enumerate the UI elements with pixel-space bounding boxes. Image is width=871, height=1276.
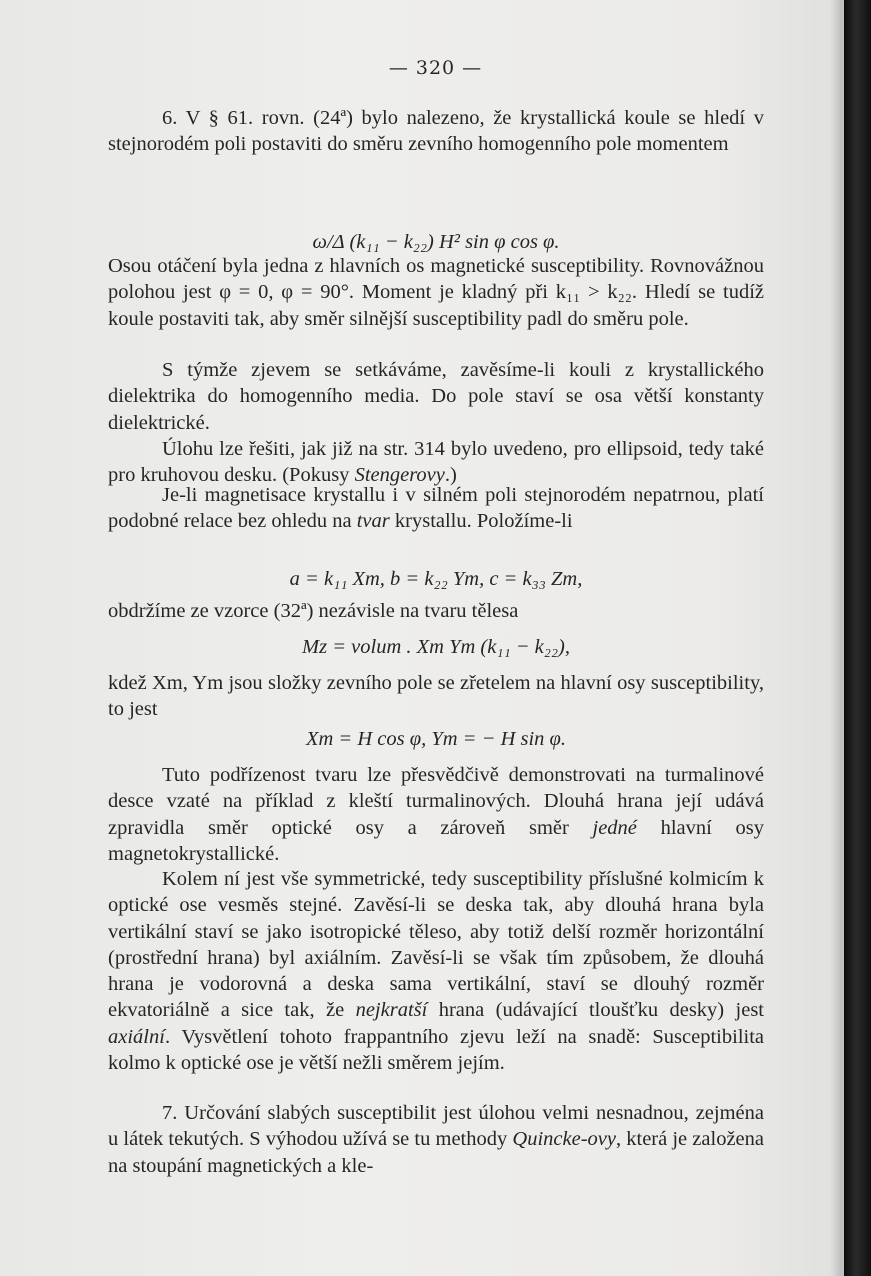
paragraph-formula-ref (108, 598, 764, 624)
paragraph-dielectric (108, 357, 764, 436)
equation-moment-z: Mz = volum . Xm Ym (k₁₁ − k₂₂), (302, 636, 570, 658)
paragraph-text: Osou otáčení byla jedna z hlavních os magnetické susceptibility. Rovnovážnou polohou jest φ = 0, φ = 90°. Moment je kladný při k₁₁ > k₂₂. Hledí se tudíž koule postaviti tak, aby směr silnější susceptibility padl do směru pole. (108, 255, 764, 330)
paragraph-field-components (108, 670, 764, 723)
author-name: Quincke-ovy (512, 1128, 616, 1151)
emphasis-axialni: axiální (108, 1025, 165, 1048)
paragraph-rotation-axis (108, 253, 764, 332)
author-name: Stengerovy (354, 464, 445, 487)
paragraph-text: obdržíme ze vzorce (32ª) nezávisle na tvaru tělesa (108, 600, 519, 622)
paragraph-text: kdež Xm, Ym jsou složky zevního pole se zřetelem na hlavní osy susceptibility, to jest (108, 672, 764, 721)
equation-moment: ω/Δ (k₁₁ − k₂₂) H² sin φ cos φ. (312, 231, 560, 253)
page-edge-shadow (830, 0, 844, 1276)
book-spine (844, 0, 871, 1276)
emphasis-tvar: tvar (356, 510, 390, 533)
paragraph-text: S týmže zjevem se setkáváme, zavěsíme-li kouli z krystallického dielektrika do homogenního media. Do pole staví se osa větší konstanty dielektrické. (108, 359, 764, 434)
paragraph-symmetry: Kolem ní jest vše symmetrické, tedy susceptibility příslušné kolmicím k optické ose vesměs stejné. Zavěsí-li se deska tak, aby dlouhá hrana byla vertikální staví se jako isotropické těleso, aby totiž delší rozměr horizontální (prostřední hrana) byl axiálním. Zavěsí-li se však tím způsobem, že dlouhá hrana je vodorovná a deska sama vertikální, staví se dlouhý rozměr ekvatoriálně a sice tak, že nejkratší hrana (udávající tloušťku desky) jest axiální. Vysvětlení tohoto frappantního zjevu leží na snadě: Susceptibilita kolmo k optické ose je větší nežli směrem jejím. (108, 868, 764, 1075)
equation-components: a = k₁₁ Xm, b = k₂₂ Ym, c = k₃₃ Zm, (289, 568, 583, 590)
paragraph-7-weak-susceptibility: 7. Určování slabých susceptibilit jest úlohou velmi nesnadnou, zejména u látek tekutých. S výhodou užívá se tu methody Quincke-ovy, která je založena na stoupání magnetických a kle- (108, 1102, 764, 1177)
page-number: — 320 — (388, 57, 483, 79)
emphasis-nejkratsi: nejkratší (355, 999, 428, 1022)
emphasis-jedne: jedné (592, 816, 637, 839)
paragraph-text: 6. V § 61. rovn. (24ª) bylo nalezeno, že krystallická koule se hledí v stejnorodém poli postaviti do směru zevního homogenního pole momentem (108, 107, 764, 156)
paragraph-magnetisation: Je-li magnetisace krystallu i v silném poli stejnorodém nepatrnou, platí podobné relace bez ohledu na tvar krystallu. Položíme-li (108, 484, 764, 533)
paragraph-ellipsoid: Úlohu lze řešiti, jak již na str. 314 bylo uvedeno, pro ellipsoid, tedy také pro kruhovou desku. (Pokusy Stengerovy.) (108, 438, 764, 487)
paragraph-6-intro (108, 105, 764, 158)
paragraph-tourmaline: Tuto podřízenost tvaru lze přesvědčivě demonstrovati na turmalinové desce vzaté na příklad z kleští turmalinových. Dlouhá hrana její udává zpravidla směr optické osy a zároveň směr jedné hlavní osy magnetokrystallické. (108, 764, 764, 865)
equation-field-projection: Xm = H cos φ, Ym = − H sin φ. (305, 728, 567, 750)
